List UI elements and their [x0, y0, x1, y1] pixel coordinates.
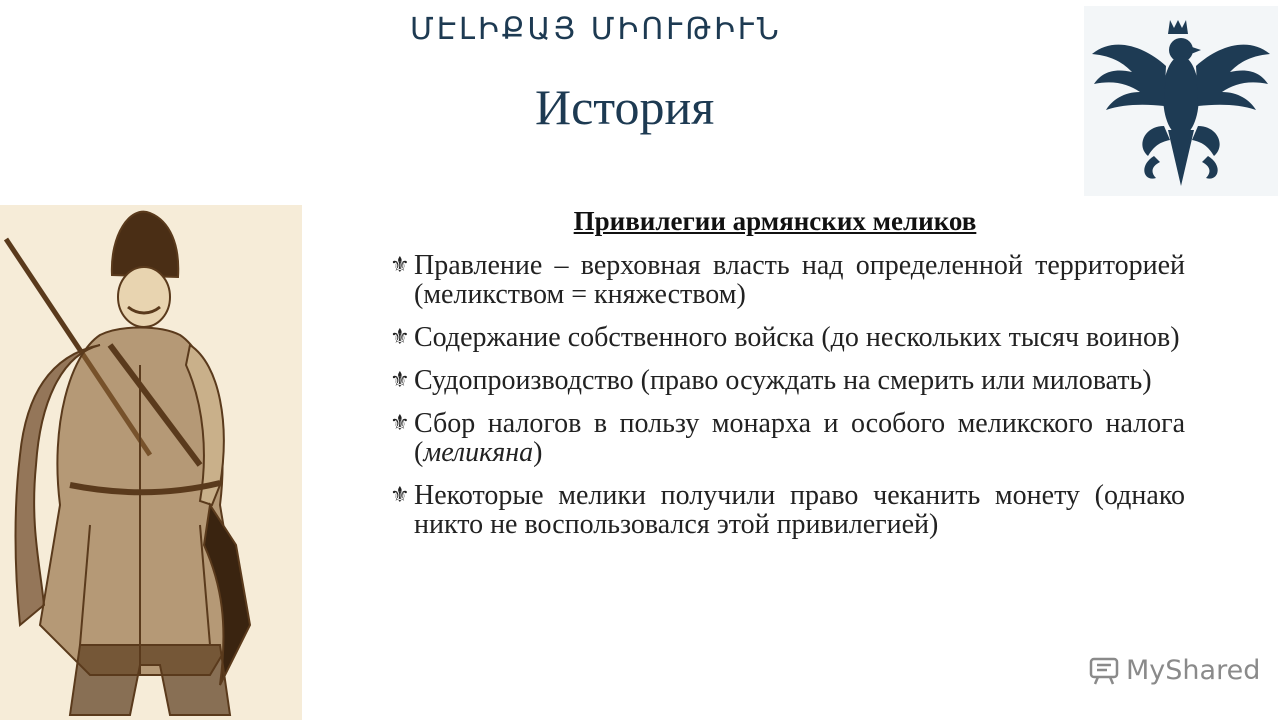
fleur-de-lis-icon: ⚜	[390, 368, 410, 393]
list-item-text: Правление – верховная власть над определенной территорией (меликством = княжеством)	[414, 250, 1185, 310]
list-item-text: Судопроизводство (право осуждать на смерить или миловать)	[414, 365, 1152, 396]
myshared-watermark[interactable]	[1088, 654, 1260, 686]
list-item-text: Содержание собственного войска (до нескольких тысяч воинов)	[414, 322, 1180, 353]
fleur-de-lis-icon: ⚜	[390, 411, 410, 436]
list-item-text: Сбор налогов в пользу монарха и особого меликского налога (	[414, 408, 1185, 468]
list-item	[390, 323, 1185, 352]
section-heading: Привилегии армянских меликов	[573, 206, 977, 236]
list-item-text: Некоторые мелики получили право чеканить монету (однако никто не воспользовался этой привилегией)	[414, 480, 1185, 540]
watermark-label: MyShared	[1126, 654, 1261, 686]
org-title: ՄԷԼԻՔԱՅ ՄԻՈՒԹԻՒՆ	[410, 12, 782, 47]
privileges-section	[390, 206, 1185, 553]
list-item	[390, 366, 1185, 395]
eagle-emblem-icon	[1084, 6, 1278, 196]
list-item-text-end: )	[533, 437, 543, 468]
fleur-de-lis-icon: ⚜	[390, 483, 410, 508]
projector-icon	[1088, 654, 1120, 686]
armenian-melik-illustration	[0, 205, 302, 720]
privileges-list	[390, 251, 1185, 539]
fleur-de-lis-icon: ⚜	[390, 253, 410, 278]
list-item-italic-term: меликяна	[423, 437, 534, 468]
list-item	[390, 409, 1185, 467]
page-title: История	[535, 79, 715, 135]
list-item	[390, 251, 1185, 309]
list-item	[390, 481, 1185, 539]
fleur-de-lis-icon: ⚜	[390, 325, 410, 350]
